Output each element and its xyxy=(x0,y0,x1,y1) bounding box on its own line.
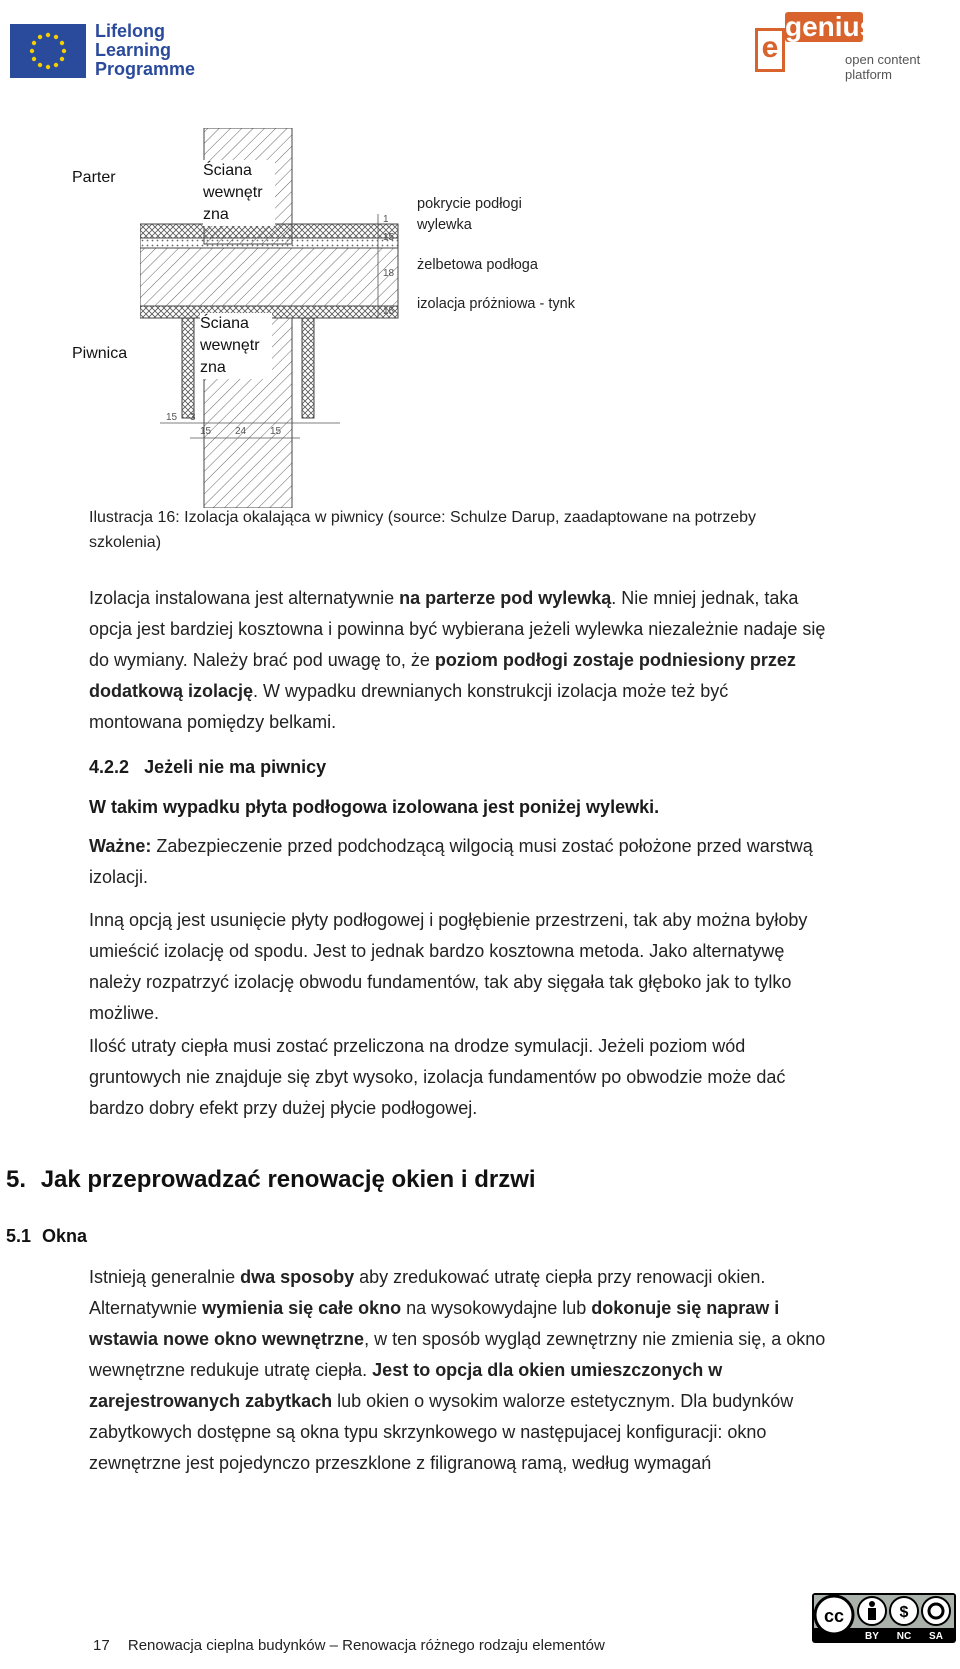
wall-label-line: wewnętr xyxy=(203,184,263,201)
svg-text:$: $ xyxy=(899,1604,909,1621)
screed-layer xyxy=(140,238,398,248)
bold-statement: W takim wypadku płyta podłogowa izolowana jest poniżej wylewki. xyxy=(89,797,660,817)
lower-wall-insulation-right xyxy=(302,318,314,418)
paragraph: Izolacja instalowana jest alternatywnie na parterze pod wylewką. Nie mniej jednak, taka opcja jest bardziej kosztowna i powinna być wybierana jeżeli wylewka niezależnie nadaje się do wymiany. Należy brać pod uwagę to, że poziom podłogi zostaje podniesiony przez dodatkową izolację. W wypadku drewnianych konstrukcji izolacja może też być montowana pomiędzy belkami. xyxy=(89,588,826,732)
section-heading-5 xyxy=(6,1166,536,1194)
concrete-floor-label: żelbetowa podłoga xyxy=(417,257,538,273)
paragraph: Istnieją generalnie dwa sposoby aby zredukować utratę ciepła przy renowacji okien. Alternatywnie wymienia się całe okno na wysokowydajne lub dokonuje się napraw i wstawia nowe okno wewnętrzne, w ten sposób wygląd zewnętrzny nie zmienia się, a okno wewnętrzne redukuje utratę ciepła. Jest to opcja dla okien umieszczonych w zarejestrowanych zabytkach lub okien o wysokim walorze estetycznym. Dla budynków zabytkowych dostępne są okna typu skrzynkowego w następujacej konfiguracji: okno zewnętrzne jest pojedynczo przeszklone z filigranową ramą, według wymagań xyxy=(89,1267,826,1473)
section-title: Jeżeli nie ma piwnicy xyxy=(144,757,327,777)
dim-label: 15 xyxy=(166,412,178,423)
llp-logo-line: Lifelong xyxy=(95,21,165,41)
section-number: 5.1 xyxy=(6,1226,32,1246)
lifelong-learning-logo xyxy=(10,22,195,80)
concrete-slab xyxy=(140,248,398,306)
egenius-e-letter: e xyxy=(755,28,785,72)
llp-logo-line: Programme xyxy=(95,59,196,79)
dim-label: 15 xyxy=(383,306,395,317)
sa-label: SA xyxy=(929,1631,943,1642)
egenius-name: genius xyxy=(785,11,876,42)
paragraph: Ważne: Zabezpieczenie przed podchodzącą wilgocią musi zostać położone przed warstwą izolacji. xyxy=(89,836,813,887)
dim-label: 18 xyxy=(383,268,395,279)
dim-label: 24 xyxy=(235,426,247,437)
wall-label-line: zna xyxy=(200,359,226,376)
paragraph: Ilość utraty ciepła musi zostać przeliczona na drodze symulacji. Jeżeli poziom wód gruntowych nie znajduje się zbyt wysoko, izolacja fundamentów po obwodzie może dać bardzo dobry efekt przy dużej płycie podłogowej. xyxy=(89,1036,786,1118)
by-label: BY xyxy=(865,1631,879,1642)
dim-label: 3 xyxy=(190,412,196,423)
vacuum-insulation-label: izolacja próżniowa - tynk xyxy=(417,296,575,312)
dim-label: 15 xyxy=(200,426,212,437)
creative-commons-license-badge xyxy=(812,1593,956,1643)
floor-cover-label: pokrycie podłogi xyxy=(417,196,522,212)
floor-cover-layer xyxy=(140,224,398,238)
section-title: Okna xyxy=(42,1226,88,1246)
piwnica-label: Piwnica xyxy=(72,345,128,362)
egenius-sub-line: open content xyxy=(845,52,921,67)
page-number: 17 xyxy=(93,1637,110,1654)
sa-share-icon xyxy=(922,1597,950,1625)
page-footer xyxy=(93,1637,605,1654)
section-title: Jak przeprowadzać renowację okien i drzwi xyxy=(40,1166,536,1193)
section-number: 4.2.2 xyxy=(89,757,130,777)
wall-label-line: Ściana xyxy=(200,315,249,332)
eu-flag-icon xyxy=(10,24,86,78)
llp-logo-line: Learning xyxy=(95,40,172,60)
wall-label-line: wewnętr xyxy=(200,337,260,354)
screed-label: wylewka xyxy=(417,217,472,233)
caption-line: szkolenia) xyxy=(89,534,162,551)
footer-title: Renowacja cieplna budynków – Renowacja różnego rodzaju elementów xyxy=(127,1637,605,1654)
section-heading-4-2-2 xyxy=(89,757,326,778)
dim-label: 15 xyxy=(270,426,282,437)
figure-caption xyxy=(89,505,756,555)
parter-label: Parter xyxy=(72,169,116,186)
cc-letters: cc xyxy=(823,1606,845,1626)
paragraph: Inną opcją jest usunięcie płyty podłogowej i pogłębienie przestrzeni, tak aby można byłoby umieścić izolację od spodu. Jest to jednak bardzo kosztowna metoda. Jako alternatywę należy rozpatrzyć izolację obwodu fundamentów, tak aby sięgała tak głęboko jak to tylko możliwe. xyxy=(89,910,808,1023)
insulation-section-drawing xyxy=(140,128,430,508)
egenius-logo xyxy=(755,10,945,90)
section-number: 5. xyxy=(6,1166,27,1193)
section-heading-5-1 xyxy=(6,1226,87,1247)
dim-label: 15 xyxy=(383,232,395,243)
egenius-sub-line: platform xyxy=(845,67,892,82)
wall-label-line: Ściana xyxy=(203,162,252,179)
lower-wall-insulation-left xyxy=(182,318,194,418)
dim-label: 1 xyxy=(383,214,389,225)
nc-label: NC xyxy=(896,1631,912,1642)
caption-line: Ilustracja 16: Izolacja okalająca w piwnicy (source: Schulze Darup, zaadaptowane na potrzeby xyxy=(89,509,757,526)
wall-label-line: zna xyxy=(203,206,229,223)
